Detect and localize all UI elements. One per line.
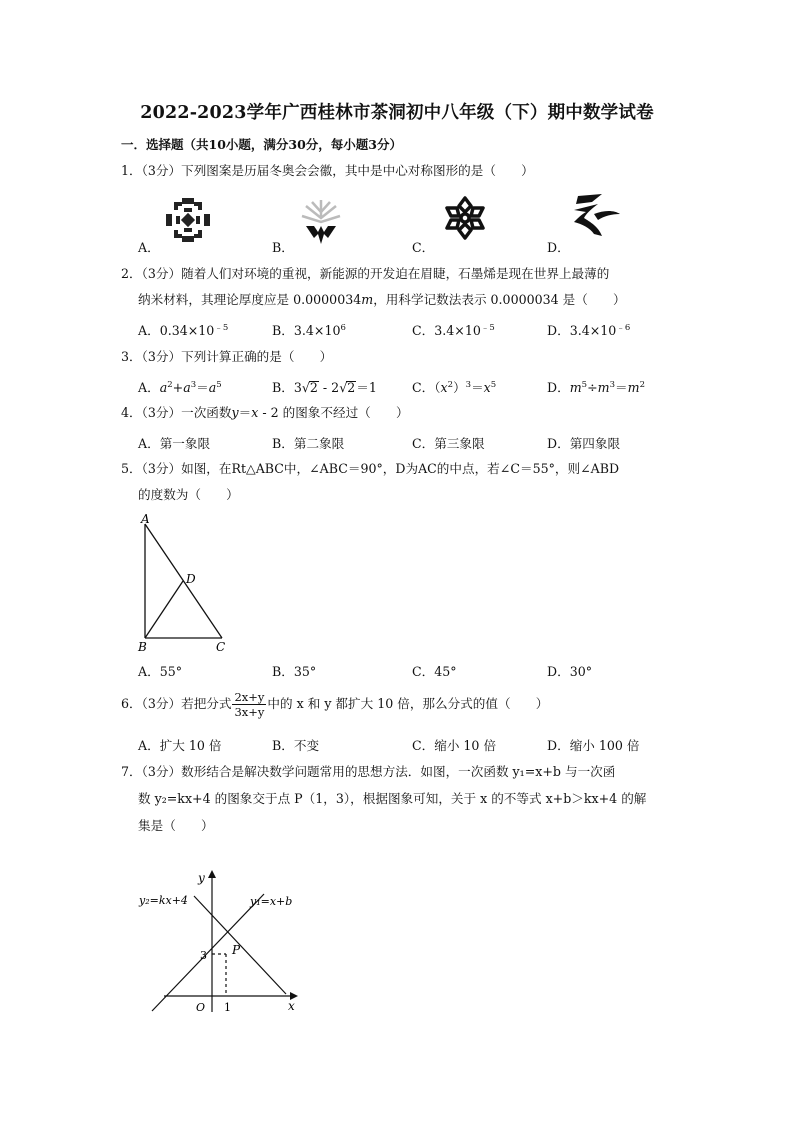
q2-option-a-base: 0.34×10 (159, 323, 215, 338)
q3-option-c-label: C． (412, 380, 435, 395)
q1-option-a-label: A． (138, 240, 160, 255)
q7-graph-figure (134, 866, 306, 1016)
q6-stem (121, 690, 548, 719)
tick-3-label: 3 (200, 949, 207, 962)
q2-option-d (547, 320, 630, 339)
q4-option-b: B．第二象限 (272, 436, 345, 451)
q7-stem-line3: 集是（ ） (138, 818, 214, 833)
q3-option-b: B．3√2 - 2√2＝1 (272, 380, 377, 395)
q2-stem-line1: 2．（3分）随着人们对环境的重视，新能源的开发迫在眉睫，石墨烯是现在世界上最薄的 (121, 266, 610, 281)
y-axis-label: y (198, 871, 205, 885)
q5-stem-line1: 5．（3分）如图，在Rt△ABC中，∠ABC＝90°，D为AC的中点，若∠C＝55°，则∠ABD (121, 461, 620, 476)
q6-stem-b: 中的 x 和 y 都扩大 10 倍，那么分式的值（ ） (267, 696, 549, 711)
q4-option-d: D．第四象限 (547, 436, 621, 451)
segment-bd (145, 581, 183, 638)
tick-1-label: 1 (224, 1001, 231, 1014)
q1-stem: 1．（3分）下列图案是历届冬奥会会徽，其中是中心对称图形的是（ ） (121, 163, 534, 178)
q4-stem: 4．（3分）一次函数y＝x - 2 的图象不经过（ ） (121, 405, 409, 420)
label-c: C (216, 640, 226, 654)
q6-option-b: B．不变 (272, 738, 320, 753)
q4-option-a: A．第一象限 (138, 436, 211, 451)
q6-stem-a: 6．（3分）若把分式 (121, 696, 232, 711)
q1-option-c-label: C． (412, 240, 435, 255)
q2-line2-a: 纳米材料，其理论厚度应是 0.0000034 (138, 292, 362, 307)
q5-option-b: B．35° (272, 664, 317, 679)
q2-option-c (412, 320, 495, 339)
y1-label: y₁=x+b (250, 895, 293, 908)
q2-option-b-exp: 6 (340, 323, 346, 333)
q5-stem-line2: 的度数为（ ） (138, 487, 239, 502)
q5-option-c: C．45° (412, 664, 457, 679)
label-d: D (186, 572, 196, 586)
y2-label: y₂=kx+4 (139, 894, 188, 907)
q3-option-a-label: A． (138, 380, 160, 395)
emblem-c-icon (441, 194, 489, 242)
q2-option-b (272, 320, 346, 339)
label-b: B (138, 640, 147, 654)
q2-option-a-label: A． (138, 323, 160, 338)
q4-stem-a: 4．（3分）一次函数 (121, 405, 232, 420)
q3-stem: 3．（3分）下列计算正确的是（ ） (121, 349, 333, 364)
point-p-label: P (232, 943, 241, 957)
q7-stem-line2: 数 y₂=kx+4 的图象交于点 P（1，3），根据图象可知，关于 x 的不等式 x+b＞kx+4 的解 (138, 791, 647, 806)
q4-option-c: C．第三象限 (412, 436, 485, 451)
q2-option-c-exp: ﹣5 (480, 323, 495, 333)
q4-stem-b: 的图象不经过（ ） (278, 405, 409, 420)
q2-option-b-base: 3.4×10 (293, 323, 341, 338)
q6-option-a: A．扩大 10 倍 (138, 738, 222, 753)
q6-fraction (232, 690, 266, 719)
q6-option-d: D．缩小 100 倍 (547, 738, 640, 753)
q2-option-d-base: 3.4×10 (569, 323, 617, 338)
q5-option-a: A．55° (138, 664, 183, 679)
q2-line2-b: ，用科学记数法表示 0.0000034 是（ ） (373, 292, 626, 307)
q2-option-a-exp: ﹣5 (214, 323, 229, 333)
section-heading: 一．选择题（共10小题，满分30分，每小题3分） (121, 137, 402, 152)
q2-stem-line2 (138, 292, 626, 308)
q2-option-d-label: D． (547, 323, 570, 338)
q7-stem-line1: 7．（3分）数形结合是解决数学问题常用的思想方法．如图，一次函数 y₁=x+b 与一次函 (121, 764, 616, 779)
q6-numerator: 2x+y (234, 690, 265, 704)
label-a: A (141, 512, 150, 526)
emblem-b-icon (298, 198, 344, 246)
emblem-d-icon (568, 192, 622, 246)
q2-option-b-label: B． (272, 323, 294, 338)
q2-unit-m: m (361, 292, 374, 307)
x-axis-label: x (288, 999, 295, 1013)
emblem-a-icon (164, 196, 212, 244)
q2-option-c-label: C． (412, 323, 435, 338)
q2-option-c-base: 3.4×10 (434, 323, 481, 338)
page-title: 2022-2023学年广西桂林市茶洞初中八年级（下）期中数学试卷 (140, 103, 654, 123)
origin-label: O (196, 1001, 206, 1014)
q5-triangle-figure (132, 508, 242, 656)
q2-option-a (138, 320, 228, 339)
q6-denominator: 3x+y (234, 705, 265, 719)
q3-option-d-label: D． (547, 380, 570, 395)
q3-option-c: C．$(x^2)^3=x^5$ (412, 380, 497, 395)
q5-option-d: D．30° (547, 664, 593, 679)
q6-option-c: C．缩小 10 倍 (412, 738, 497, 753)
q3-option-b-label: B． (272, 380, 294, 395)
q1-option-d-label: D． (547, 240, 570, 255)
y-axis-arrow (208, 870, 216, 878)
q1-option-b-label: B． (272, 240, 294, 255)
q3-option-d: D．$m^5\div m^3=m^2$ (547, 380, 645, 395)
q2-option-d-exp: ﹣6 (616, 323, 631, 333)
q3-option-a: A．$a^2+a^3=a^5$ (138, 380, 222, 395)
